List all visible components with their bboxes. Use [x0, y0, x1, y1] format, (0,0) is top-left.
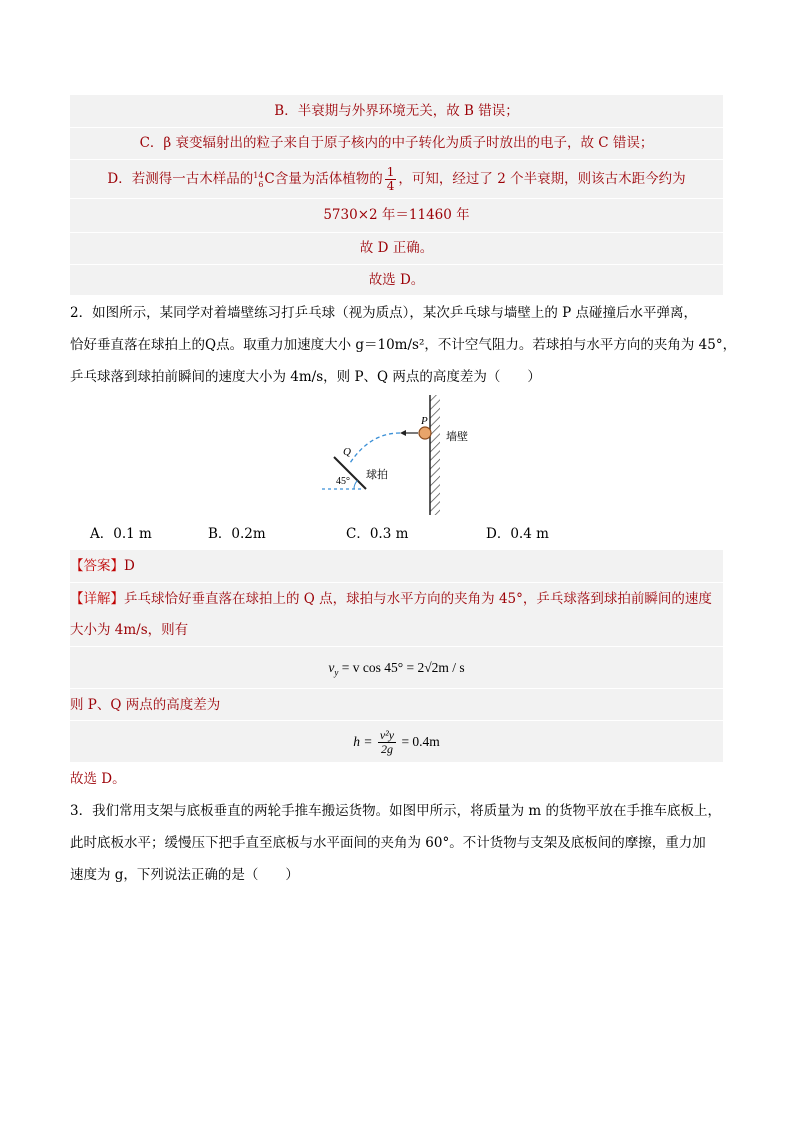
eq2-numerator: v²y: [379, 728, 395, 743]
half-life-calculation: 5730×2 年＝11460 年: [323, 207, 470, 223]
q2-final-choice: 故选 D。: [70, 771, 126, 787]
label-racket: 球拍: [366, 468, 388, 481]
ball: [419, 427, 431, 439]
equation-h: [70, 721, 723, 762]
detail-tag: 【详解】: [70, 591, 124, 607]
option-c[interactable]: C．0.3 m: [346, 526, 409, 542]
q3-line-3: 速度为 g，下列说法正确的是（ ）: [70, 867, 299, 883]
q3-line-1: 3．我们常用支架与底板垂直的两轮手推车搬运货物。如图甲所示，将质量为 m 的货物平放在手推车底板上，: [70, 803, 721, 819]
q2-line-1: 2．如图所示，某同学对着墙壁练习打乒乓球（视为质点），某次乒乓球与墙壁上的 P 点碰撞后水平弹离，: [70, 305, 698, 321]
q2-figure: [300, 395, 500, 520]
eq1-rhs: = v cos 45° = 2√2m / s: [341, 660, 465, 675]
option-d-explanation: [70, 160, 723, 198]
label-wall: 墙壁: [446, 430, 468, 443]
eq1-lhs: v: [328, 660, 335, 675]
option-d[interactable]: D．0.4 m: [486, 526, 549, 542]
trajectory: [350, 433, 400, 463]
answer-line: [70, 550, 730, 582]
eq2-lhs: h =: [353, 734, 373, 749]
answer-tag: 【答案】: [70, 558, 124, 574]
detail-line-1: [70, 583, 730, 615]
equation-vy: [70, 648, 723, 688]
label-q: Q: [343, 446, 351, 458]
option-c-explanation: C．β 衰变辐射出的粒子来自于原子核内的中子转化为质子时放出的电子，故 C 错误；: [139, 135, 654, 151]
fraction-numerator: 1: [386, 165, 395, 179]
option-d-text-pre: D．若测得一古木样品的: [107, 171, 254, 187]
q3-line-2: 此时底板水平；缓慢压下把手直至底板与水平面间的夹角为 60°。不计货物与支架及底板间的摩擦，重力加: [70, 835, 706, 851]
q2-line-3: 乒乓球落到球拍前瞬间的速度大小为 4m/s，则 P、Q 两点的高度差为（ ）: [70, 369, 541, 385]
isotope-mass: 14: [253, 170, 264, 180]
eq2-denominator: 2g: [380, 742, 393, 757]
wall-hatching: [430, 395, 440, 515]
detail-line-2: 大小为 4m/s，则有: [70, 622, 189, 638]
fraction-one-quarter: [385, 166, 397, 193]
option-d-text-post: ，可知，经过了 2 个半衰期，则该古木距今约为: [398, 171, 686, 187]
arrowhead: [400, 430, 406, 436]
option-a[interactable]: A．0.1 m: [90, 526, 152, 542]
option-b[interactable]: B．0.2m: [208, 526, 266, 542]
height-difference-intro: 则 P、Q 两点的高度差为: [70, 697, 221, 713]
isotope-number: 6: [258, 179, 264, 189]
option-d-correct: 故 D 正确。: [359, 240, 434, 256]
fraction-denominator: 4: [386, 179, 395, 193]
eq1-subscript: y: [334, 667, 339, 678]
answer-value: D: [124, 558, 135, 574]
eq2-fraction: [378, 729, 396, 756]
q2-line-2: 恰好垂直落在球拍上的Q点。取重力加速度大小 g＝10m/s²，不计空气阻力。若球拍与水平方向的夹角为 45°，: [70, 337, 737, 353]
eq2-rhs: = 0.4m: [401, 734, 440, 749]
option-b-explanation: B．半衰期与外界环境无关，故 B 错误；: [274, 103, 519, 119]
label-p: P: [421, 415, 428, 427]
q2-options: [90, 518, 750, 550]
label-angle: 45°: [336, 476, 350, 487]
row-divider: [70, 646, 723, 647]
angle-arc: [354, 481, 358, 490]
final-choice: 故选 D。: [368, 272, 425, 288]
detail-text-1: 乒乓球恰好垂直落在球拍上的 Q 点，球拍与水平方向的夹角为 45°，乒乓球落到球拍前瞬间的速度: [124, 591, 712, 607]
option-d-text-mid: C含量为活体植物的: [264, 171, 383, 187]
isotope-notation: [253, 171, 263, 189]
